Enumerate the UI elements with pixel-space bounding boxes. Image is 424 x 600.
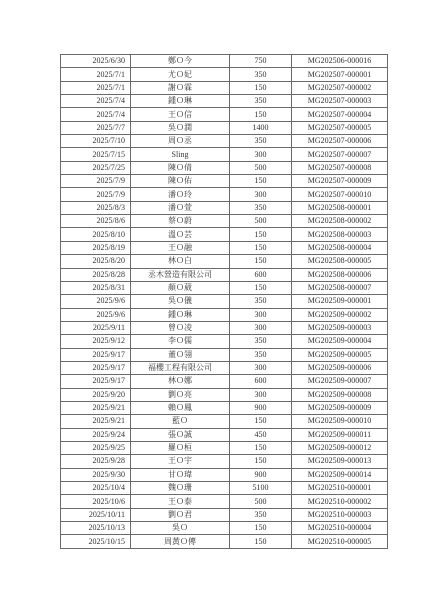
receipt-number-cell: MG202510-000001 [292, 482, 388, 495]
date-cell: 2025/7/1 [61, 68, 131, 81]
donor-name-cell: 潘Ｏ萱 [131, 201, 230, 214]
table-row [61, 482, 388, 495]
amount-cell: 300 [230, 388, 292, 401]
date-cell: 2025/8/6 [61, 215, 131, 228]
amount-cell: 300 [230, 188, 292, 201]
receipt-number-cell: MG202507-000005 [292, 121, 388, 134]
amount-cell: 500 [230, 161, 292, 174]
donor-name-cell: 曾Ｏ凌 [131, 321, 230, 334]
table-row [61, 121, 388, 134]
donor-name-cell: 顏Ｏ葳 [131, 281, 230, 294]
amount-cell: 750 [230, 55, 292, 68]
date-cell: 2025/7/7 [61, 121, 131, 134]
date-cell: 2025/7/4 [61, 108, 131, 121]
donor-name-cell: 林Ｏ白 [131, 255, 230, 268]
receipt-number-cell: MG202510-000005 [292, 535, 388, 548]
amount-cell: 350 [230, 348, 292, 361]
date-cell: 2025/7/9 [61, 188, 131, 201]
donor-name-cell: 王Ｏ信 [131, 108, 230, 121]
receipt-number-cell: MG202509-000014 [292, 468, 388, 481]
donor-name-cell: 謝Ｏ霖 [131, 81, 230, 94]
donor-name-cell: 福櫻工程有限公司 [131, 361, 230, 374]
donation-ledger-table [60, 54, 388, 549]
date-cell: 2025/6/30 [61, 55, 131, 68]
date-cell: 2025/7/15 [61, 148, 131, 161]
donor-name-cell: 陳Ｏ倩 [131, 161, 230, 174]
receipt-number-cell: MG202508-000005 [292, 255, 388, 268]
amount-cell: 300 [230, 361, 292, 374]
table-row [61, 308, 388, 321]
date-cell: 2025/7/1 [61, 81, 131, 94]
table-row [61, 81, 388, 94]
amount-cell: 1400 [230, 121, 292, 134]
receipt-number-cell: MG202507-000007 [292, 148, 388, 161]
receipt-number-cell: MG202507-000008 [292, 161, 388, 174]
donor-name-cell: 王Ｏ宇 [131, 455, 230, 468]
amount-cell: 600 [230, 268, 292, 281]
amount-cell: 900 [230, 468, 292, 481]
date-cell: 2025/7/4 [61, 95, 131, 108]
receipt-number-cell: MG202509-000004 [292, 335, 388, 348]
table-row [61, 135, 388, 148]
donor-name-cell: 鍾Ｏ琳 [131, 95, 230, 108]
amount-cell: 350 [230, 68, 292, 81]
amount-cell: 150 [230, 281, 292, 294]
amount-cell: 500 [230, 215, 292, 228]
table-row [61, 468, 388, 481]
donor-name-cell: 吳Ｏ [131, 522, 230, 535]
table-row [61, 108, 388, 121]
date-cell: 2025/9/6 [61, 295, 131, 308]
table-row [61, 535, 388, 548]
amount-cell: 350 [230, 135, 292, 148]
date-cell: 2025/8/10 [61, 228, 131, 241]
amount-cell: 300 [230, 321, 292, 334]
amount-cell: 450 [230, 428, 292, 441]
table-row [61, 148, 388, 161]
table-row [61, 55, 388, 68]
amount-cell: 900 [230, 401, 292, 414]
amount-cell: 150 [230, 535, 292, 548]
table-row [61, 268, 388, 281]
table-row [61, 335, 388, 348]
table-row [61, 401, 388, 414]
receipt-number-cell: MG202507-000001 [292, 68, 388, 81]
donor-name-cell: 藍Ｏ [131, 415, 230, 428]
date-cell: 2025/9/30 [61, 468, 131, 481]
donor-name-cell: 周Ｏ丞 [131, 135, 230, 148]
receipt-number-cell: MG202509-000005 [292, 348, 388, 361]
donor-name-cell: 溫Ｏ芸 [131, 228, 230, 241]
amount-cell: 150 [230, 441, 292, 454]
amount-cell: 350 [230, 508, 292, 521]
amount-cell: 150 [230, 175, 292, 188]
date-cell: 2025/7/9 [61, 175, 131, 188]
receipt-number-cell: MG202508-000004 [292, 241, 388, 254]
table-row [61, 361, 388, 374]
receipt-number-cell: MG202510-000002 [292, 495, 388, 508]
amount-cell: 350 [230, 201, 292, 214]
date-cell: 2025/9/17 [61, 348, 131, 361]
ledger-body [61, 55, 388, 549]
amount-cell: 150 [230, 81, 292, 94]
donor-name-cell: 羅Ｏ桓 [131, 441, 230, 454]
receipt-number-cell: MG202507-000003 [292, 95, 388, 108]
amount-cell: 350 [230, 295, 292, 308]
amount-cell: 350 [230, 95, 292, 108]
donor-name-cell: 蔡Ｏ蔚 [131, 215, 230, 228]
amount-cell: 150 [230, 415, 292, 428]
amount-cell: 150 [230, 522, 292, 535]
donor-name-cell: 周黃Ｏ傳 [131, 535, 230, 548]
date-cell: 2025/9/17 [61, 375, 131, 388]
amount-cell: 500 [230, 495, 292, 508]
amount-cell: 150 [230, 228, 292, 241]
date-cell: 2025/9/28 [61, 455, 131, 468]
receipt-number-cell: MG202509-000003 [292, 321, 388, 334]
receipt-number-cell: MG202510-000004 [292, 522, 388, 535]
receipt-number-cell: MG202509-000007 [292, 375, 388, 388]
date-cell: 2025/9/21 [61, 415, 131, 428]
date-cell: 2025/8/31 [61, 281, 131, 294]
amount-cell: 5100 [230, 482, 292, 495]
receipt-number-cell: MG202509-000011 [292, 428, 388, 441]
table-row [61, 455, 388, 468]
table-row [61, 68, 388, 81]
amount-cell: 300 [230, 308, 292, 321]
table-row [61, 522, 388, 535]
donor-name-cell: Sling [131, 148, 230, 161]
donor-name-cell: 劉Ｏ亮 [131, 388, 230, 401]
receipt-number-cell: MG202510-000003 [292, 508, 388, 521]
table-row [61, 348, 388, 361]
receipt-number-cell: MG202509-000002 [292, 308, 388, 321]
donor-name-cell: 魏Ｏ珊 [131, 482, 230, 495]
date-cell: 2025/9/6 [61, 308, 131, 321]
receipt-number-cell: MG202509-000012 [292, 441, 388, 454]
table-row [61, 321, 388, 334]
date-cell: 2025/8/20 [61, 255, 131, 268]
table-row [61, 95, 388, 108]
donor-name-cell: 吳Ｏ儀 [131, 295, 230, 308]
donor-name-cell: 甘Ｏ瑋 [131, 468, 230, 481]
donor-name-cell: 董Ｏ翎 [131, 348, 230, 361]
receipt-number-cell: MG202509-000001 [292, 295, 388, 308]
donor-name-cell: 王Ｏ融 [131, 241, 230, 254]
receipt-number-cell: MG202508-000001 [292, 201, 388, 214]
donor-name-cell: 陳Ｏ佑 [131, 175, 230, 188]
table-row [61, 255, 388, 268]
donor-name-cell: 李Ｏ儒 [131, 335, 230, 348]
donor-name-cell: 丞木營造有限公司 [131, 268, 230, 281]
donor-name-cell: 劉Ｏ君 [131, 508, 230, 521]
receipt-number-cell: MG202507-000004 [292, 108, 388, 121]
table-row [61, 201, 388, 214]
table-row [61, 228, 388, 241]
receipt-number-cell: MG202509-000010 [292, 415, 388, 428]
table-row [61, 281, 388, 294]
table-row [61, 215, 388, 228]
date-cell: 2025/8/28 [61, 268, 131, 281]
donor-name-cell: 鄭Ｏ今 [131, 55, 230, 68]
donor-name-cell: 賴Ｏ鳳 [131, 401, 230, 414]
receipt-number-cell: MG202508-000007 [292, 281, 388, 294]
donor-name-cell: 王Ｏ泰 [131, 495, 230, 508]
receipt-number-cell: MG202507-000010 [292, 188, 388, 201]
date-cell: 2025/10/4 [61, 482, 131, 495]
table-row [61, 161, 388, 174]
table-row [61, 441, 388, 454]
date-cell: 2025/9/20 [61, 388, 131, 401]
donor-name-cell: 尤Ｏ妃 [131, 68, 230, 81]
date-cell: 2025/9/17 [61, 361, 131, 374]
amount-cell: 350 [230, 335, 292, 348]
table-row [61, 415, 388, 428]
date-cell: 2025/10/6 [61, 495, 131, 508]
receipt-number-cell: MG202506-000016 [292, 55, 388, 68]
date-cell: 2025/9/21 [61, 401, 131, 414]
amount-cell: 150 [230, 255, 292, 268]
table-row [61, 241, 388, 254]
amount-cell: 300 [230, 148, 292, 161]
amount-cell: 150 [230, 455, 292, 468]
table-row [61, 295, 388, 308]
receipt-number-cell: MG202509-000008 [292, 388, 388, 401]
receipt-number-cell: MG202507-000009 [292, 175, 388, 188]
table-row [61, 508, 388, 521]
table-row [61, 495, 388, 508]
amount-cell: 150 [230, 108, 292, 121]
donor-name-cell: 鍾Ｏ琳 [131, 308, 230, 321]
amount-cell: 600 [230, 375, 292, 388]
table-row [61, 375, 388, 388]
date-cell: 2025/9/11 [61, 321, 131, 334]
date-cell: 2025/8/3 [61, 201, 131, 214]
date-cell: 2025/7/10 [61, 135, 131, 148]
date-cell: 2025/10/15 [61, 535, 131, 548]
amount-cell: 150 [230, 241, 292, 254]
date-cell: 2025/10/13 [61, 522, 131, 535]
table-row [61, 388, 388, 401]
donor-name-cell: 潘Ｏ玲 [131, 188, 230, 201]
receipt-number-cell: MG202509-000006 [292, 361, 388, 374]
receipt-number-cell: MG202507-000006 [292, 135, 388, 148]
receipt-number-cell: MG202507-000002 [292, 81, 388, 94]
donor-name-cell: 吳Ｏ潤 [131, 121, 230, 134]
receipt-number-cell: MG202509-000009 [292, 401, 388, 414]
receipt-number-cell: MG202508-000006 [292, 268, 388, 281]
date-cell: 2025/9/12 [61, 335, 131, 348]
date-cell: 2025/9/24 [61, 428, 131, 441]
receipt-number-cell: MG202509-000013 [292, 455, 388, 468]
donor-name-cell: 林Ｏ娜 [131, 375, 230, 388]
table-row [61, 175, 388, 188]
donor-name-cell: 張Ｏ誠 [131, 428, 230, 441]
date-cell: 2025/8/19 [61, 241, 131, 254]
receipt-number-cell: MG202508-000003 [292, 228, 388, 241]
date-cell: 2025/10/11 [61, 508, 131, 521]
date-cell: 2025/7/25 [61, 161, 131, 174]
date-cell: 2025/9/25 [61, 441, 131, 454]
table-row [61, 188, 388, 201]
receipt-number-cell: MG202508-000002 [292, 215, 388, 228]
table-row [61, 428, 388, 441]
